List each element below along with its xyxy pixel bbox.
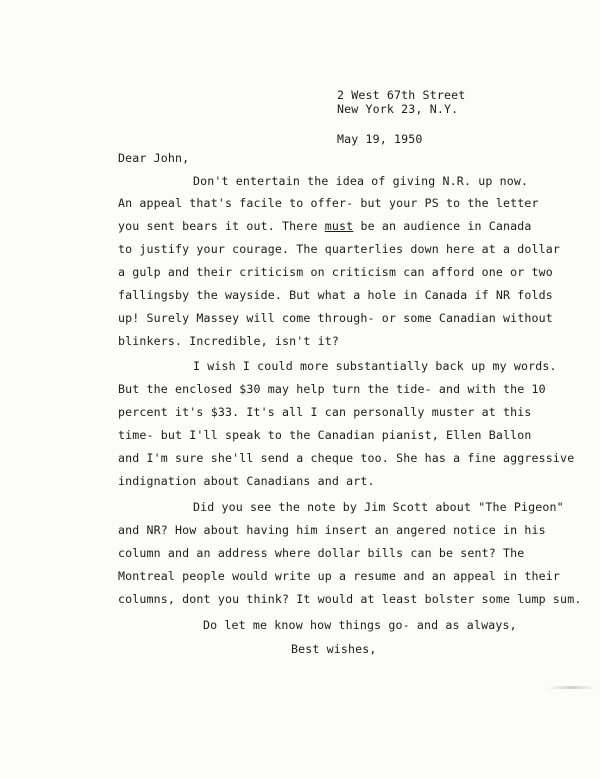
body-line: and NR? How about having him insert an angered notice in his xyxy=(118,523,546,537)
body-line: indignation about Canadians and art. xyxy=(118,474,375,488)
address-line-1: 2 West 67th Street xyxy=(337,88,466,102)
body-line: percent it's $33. It's all I can personally muster at this xyxy=(118,405,532,419)
body-line: Did you see the note by Jim Scott about "The Pigeon" xyxy=(193,500,564,514)
paper-smudge xyxy=(548,686,596,689)
body-text: you sent bears it out. There xyxy=(118,219,325,233)
body-line: blinkers. Incredible, isn't it? xyxy=(118,334,340,348)
body-line: I wish I could more substantially back up my words. xyxy=(193,359,557,373)
sign-off: Best wishes, xyxy=(291,642,377,656)
body-line: and I'm sure she'll send a cheque too. She has a fine aggressive xyxy=(118,451,575,465)
body-line: An appeal that's facile to offer- but your PS to the letter xyxy=(118,196,539,210)
body-line: Montreal people would write up a resume and an appeal in their xyxy=(118,569,561,583)
body-line: to justify your courage. The quarterlies down here at a dollar xyxy=(118,242,561,256)
body-line: column and an address where dollar bills can be sent? The xyxy=(118,546,525,560)
address-line-2: New York 23, N.Y. xyxy=(337,102,459,116)
underlined-word: must xyxy=(324,219,354,233)
body-line: time- but I'll speak to the Canadian pianist, Ellen Ballon xyxy=(118,428,532,442)
letter-date: May 19, 1950 xyxy=(337,132,423,146)
body-line: columns, dont you think? It would at least bolster some lump sum. xyxy=(118,592,582,606)
body-line: Don't entertain the idea of giving N.R. up now. xyxy=(193,174,529,188)
body-line: up! Surely Massey will come through- or some Canadian without xyxy=(118,311,553,325)
salutation: Dear John, xyxy=(118,151,190,165)
body-line: But the enclosed $30 may help turn the tide- and with the 10 xyxy=(118,382,546,396)
body-line: a gulp and their criticism on criticism can afford one or two xyxy=(118,265,553,279)
body-line: fallingsby the wayside. But what a hole in Canada if NR folds xyxy=(118,288,553,302)
body-line xyxy=(118,219,532,233)
closing-line: Do let me know how things go- and as always, xyxy=(203,618,517,632)
body-text: be an audience in Canada xyxy=(353,219,532,233)
